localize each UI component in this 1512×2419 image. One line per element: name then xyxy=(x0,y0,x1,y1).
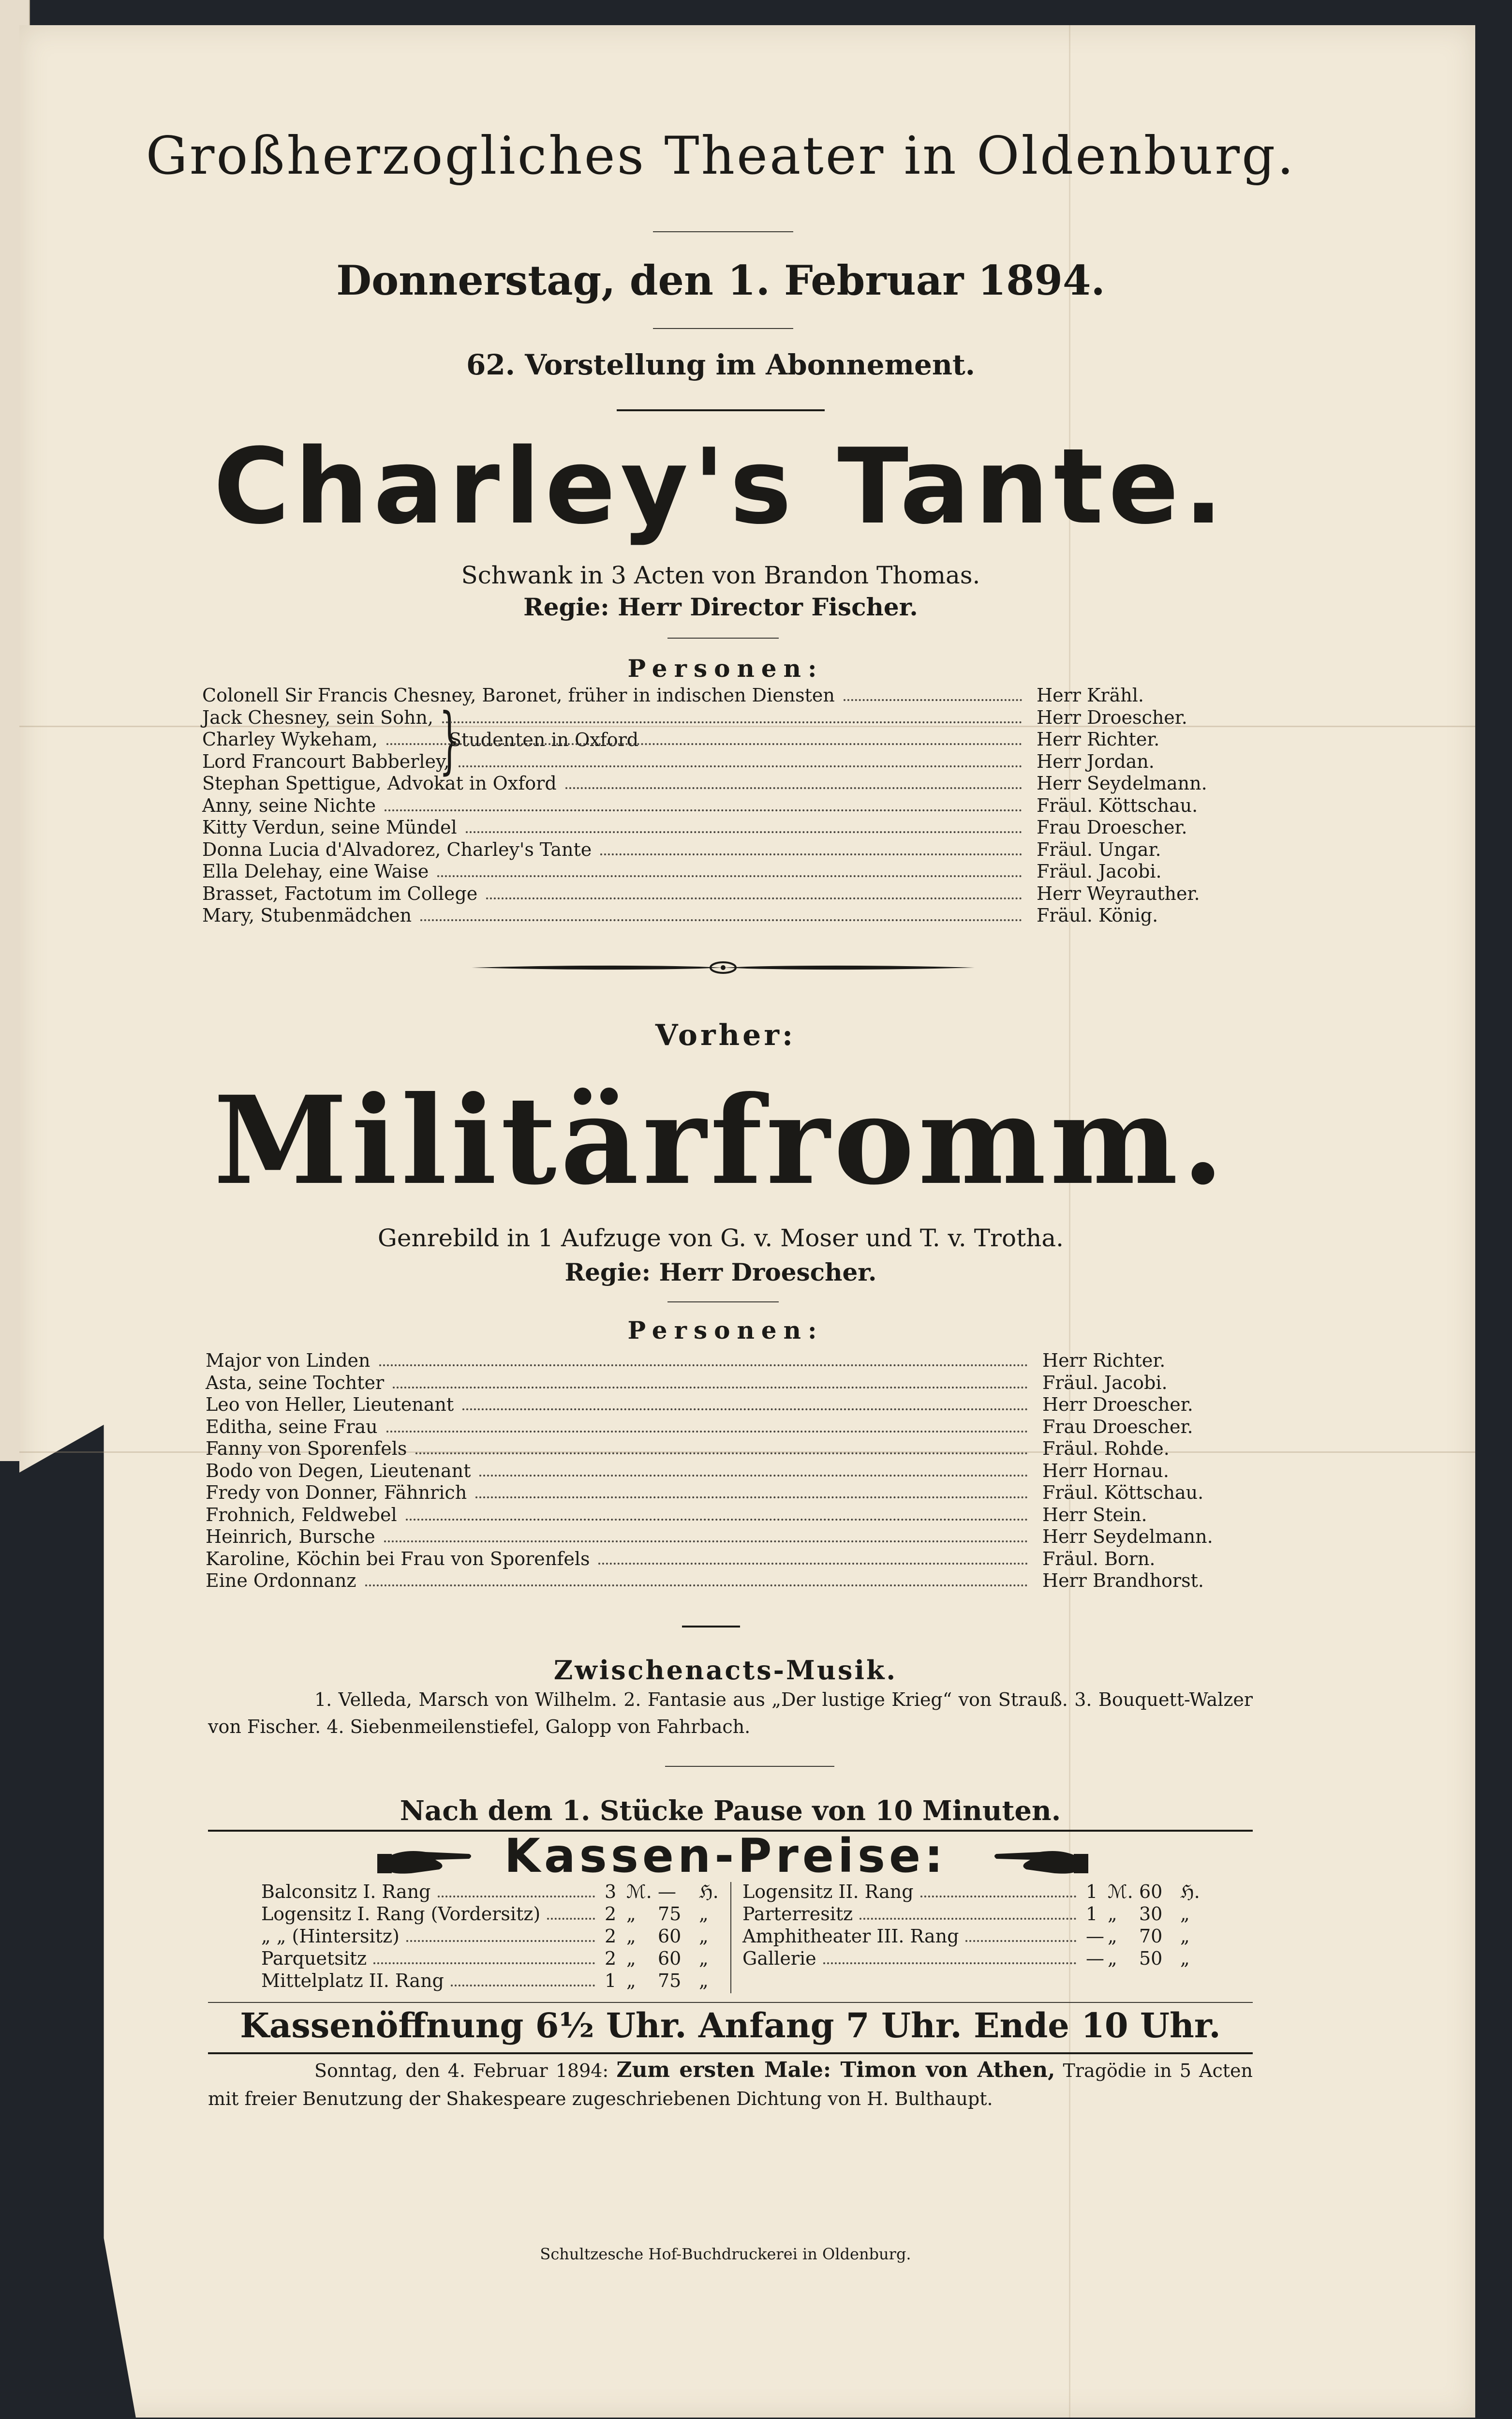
leader-dots xyxy=(442,721,1022,723)
price-pf: 60 xyxy=(1139,1881,1163,1902)
divider xyxy=(665,1766,834,1767)
cast-actor: Herr Droescher. xyxy=(1037,706,1187,728)
leader-dots xyxy=(598,1563,1028,1565)
cast-actor: Frau Droescher. xyxy=(1042,1416,1193,1437)
leader-dots xyxy=(393,1387,1028,1389)
price-pf: 70 xyxy=(1139,1926,1163,1947)
price-label: Logensitz II. Rang xyxy=(742,1881,914,1902)
price-m: 2 xyxy=(605,1926,617,1947)
cast-actor: Herr Seydelmann. xyxy=(1042,1526,1213,1547)
cast-role: Karoline, Köchin bei Frau von Sporenfels xyxy=(206,1548,590,1569)
price-label: Parterresitz xyxy=(742,1903,853,1925)
cast-actor: Herr Droescher. xyxy=(1042,1394,1193,1415)
cast-actor: Herr Stein. xyxy=(1042,1504,1147,1525)
cast-role: Asta, seine Tochter xyxy=(206,1372,385,1393)
price-pf: — xyxy=(658,1881,676,1902)
leader-dots xyxy=(406,1519,1028,1521)
divider xyxy=(667,638,779,639)
leader-dots xyxy=(565,787,1022,789)
cast-role: Fanny von Sporenfels xyxy=(206,1438,407,1459)
price-m: 1 xyxy=(605,1970,617,1991)
price-label: Logensitz I. Rang (Vordersitz) xyxy=(261,1903,541,1925)
divider xyxy=(653,328,793,329)
leader-dots xyxy=(860,1918,1076,1920)
price-pf: 60 xyxy=(658,1948,682,1969)
price-pfunit: ℌ. xyxy=(1180,1881,1200,1902)
price-pfunit: „ xyxy=(699,1970,709,1991)
play-title-militaerfromm: Militärfromm. xyxy=(213,1069,1228,1211)
price-pf: 30 xyxy=(1139,1903,1163,1925)
price-unit: „ xyxy=(1108,1903,1117,1925)
price-unit: „ xyxy=(626,1970,636,1991)
performance-date: Donnerstag, den 1. Februar 1894. xyxy=(336,256,1105,304)
director-credit: Regie: Herr Director Fischer. xyxy=(523,593,918,621)
price-pfunit: „ xyxy=(1180,1926,1190,1947)
price-unit: „ xyxy=(626,1903,636,1925)
price-unit: „ xyxy=(626,1948,636,1969)
opening-times: Kassenöffnung 6½ Uhr. Anfang 7 Uhr. Ende 10 Uhr. xyxy=(240,2005,1221,2046)
pointing-hand-left-icon xyxy=(992,1843,1088,1882)
price-pfunit: „ xyxy=(699,1948,709,1969)
leader-dots xyxy=(386,743,1022,745)
pause-notice: Nach dem 1. Stücke Pause von 10 Minuten. xyxy=(400,1795,1061,1827)
theater-name: Großherzogliches Theater in Oldenburg. xyxy=(146,126,1296,186)
leader-dots xyxy=(844,699,1022,701)
leader-dots xyxy=(373,1962,595,1964)
intermission-music-heading: Zwischenacts-Musik. xyxy=(553,1655,898,1686)
cast-role: Major von Linden xyxy=(206,1350,371,1371)
next-performance-notice xyxy=(208,2056,1253,2113)
price-m: 1 xyxy=(1086,1903,1098,1925)
cast-actor: Fräul. Jacobi. xyxy=(1042,1372,1168,1393)
leader-dots xyxy=(600,853,1022,855)
next-performance-title: Zum ersten Male: Timon von Athen, xyxy=(616,2058,1055,2082)
cast-role: Bodo von Degen, Lieutenant xyxy=(206,1460,471,1481)
leader-dots xyxy=(479,1475,1028,1477)
leader-dots xyxy=(965,1940,1076,1942)
price-m: — xyxy=(1086,1926,1104,1947)
ornament-divider-icon xyxy=(472,960,975,975)
cast-heading: Personen: xyxy=(627,654,824,683)
divider xyxy=(208,2002,1253,2003)
next-performance-details: Tragödie in 5 Acten mit freier Benutzung der Shakespeare zugeschriebenen Dichtung von H. Bulthaupt. xyxy=(208,2060,1253,2109)
cast-role: Stephan Spettigue, Advokat in Oxford xyxy=(202,773,557,794)
price-unit: „ xyxy=(626,1926,636,1947)
cast-actor: Fräul. Jacobi. xyxy=(1037,861,1162,882)
leader-dots xyxy=(451,1985,595,1986)
cast-role: Fredy von Donner, Fähnrich xyxy=(206,1482,467,1503)
cast-actor: Fräul. Ungar. xyxy=(1037,838,1161,860)
cast-role: Mary, Stubenmädchen xyxy=(202,905,412,926)
cast-role: Jack Chesney, sein Sohn, xyxy=(202,706,433,728)
leader-dots xyxy=(365,1584,1028,1586)
printer-credit: Schultzesche Hof-Buchdruckerei in Oldenburg. xyxy=(540,2245,911,2263)
subscription-number: 62. Vorstellung im Abonnement. xyxy=(466,348,975,381)
cast-actor: Herr Weyrauther. xyxy=(1037,882,1200,904)
leader-dots xyxy=(379,1364,1028,1366)
price-pfunit: „ xyxy=(1180,1903,1190,1925)
cast-role: Lord Francourt Babberley, xyxy=(202,750,450,772)
cast-actor: Fräul. Rohde. xyxy=(1042,1438,1170,1459)
divider xyxy=(653,231,793,232)
price-m: 2 xyxy=(605,1948,617,1969)
cast-actor: Herr Jordan. xyxy=(1037,750,1155,772)
leader-dots xyxy=(823,1962,1076,1964)
cast-actor: Herr Brandhorst. xyxy=(1042,1570,1204,1591)
leader-dots xyxy=(462,1408,1028,1410)
price-list-heading: Kassen-Preise: xyxy=(504,1829,947,1883)
cast-role: Ella Delehay, eine Waise xyxy=(202,861,429,882)
price-label: Parquetsitz xyxy=(261,1948,367,1969)
divider xyxy=(667,1301,779,1302)
divider xyxy=(208,2052,1253,2054)
cast-role: Charley Wykeham, xyxy=(202,729,378,750)
leader-dots xyxy=(920,1896,1076,1897)
price-pfunit: ℌ. xyxy=(699,1881,719,1902)
divider xyxy=(617,409,825,411)
play-subtitle: Schwank in 3 Acten von Brandon Thomas. xyxy=(461,561,980,589)
leader-dots xyxy=(475,1496,1028,1498)
cast-role: Editha, seine Frau xyxy=(206,1416,378,1437)
price-unit: „ xyxy=(1108,1926,1117,1947)
leader-dots xyxy=(438,1896,595,1897)
cast-role: Heinrich, Bursche xyxy=(206,1526,375,1547)
price-unit: „ xyxy=(1108,1948,1117,1969)
leader-dots xyxy=(415,1452,1028,1454)
price-unit: ℳ. xyxy=(1108,1881,1133,1902)
cast-actor: Herr Krähl. xyxy=(1037,685,1144,706)
intermission-music-text: 1. Velleda, Marsch von Wilhelm. 2. Fantasie aus „Der lustige Krieg“ von Strauß. 3. Bouquett-Walzer von Fischer. 4. Siebenmeilenstiefel, Galopp von Fahrbach. xyxy=(208,1689,1253,1737)
cast-actor: Frau Droescher. xyxy=(1037,817,1187,838)
leader-dots xyxy=(486,897,1022,899)
leader-dots xyxy=(466,831,1022,833)
leader-dots xyxy=(386,1431,1028,1433)
cast-actor: Herr Seydelmann. xyxy=(1037,773,1207,794)
price-pf: 75 xyxy=(658,1903,682,1925)
brace-icon: } xyxy=(439,698,460,782)
cast-role: Donna Lucia d'Alvadorez, Charley's Tante xyxy=(202,838,592,860)
cast-actor: Herr Richter. xyxy=(1037,729,1160,750)
cast-heading: Personen: xyxy=(627,1316,824,1344)
leader-dots xyxy=(385,809,1022,811)
cast-role: Brasset, Factotum im College xyxy=(202,882,478,904)
price-pfunit: „ xyxy=(699,1926,709,1947)
price-label: Mittelplatz II. Rang xyxy=(261,1970,444,1991)
price-m: 3 xyxy=(605,1881,617,1902)
price-m: — xyxy=(1086,1948,1104,1969)
price-m: 1 xyxy=(1086,1881,1098,1902)
next-performance-date: Sonntag, den 4. Februar 1894: xyxy=(314,2060,609,2081)
cast-role: Kitty Verdun, seine Mündel xyxy=(202,817,457,838)
cast-actor: Herr Richter. xyxy=(1042,1350,1166,1371)
students-note: Studenten in Oxford xyxy=(449,729,639,750)
leader-dots xyxy=(420,919,1022,921)
vorher-label: Vorher: xyxy=(655,1018,796,1052)
price-pf: 75 xyxy=(658,1970,682,1991)
cast-role: Leo von Heller, Lieutenant xyxy=(206,1394,454,1415)
price-pfunit: „ xyxy=(699,1903,709,1925)
play-subtitle: Genrebild in 1 Aufzuge von G. v. Moser und T. v. Trotha. xyxy=(377,1224,1064,1252)
price-pf: 50 xyxy=(1139,1948,1163,1969)
price-unit: ℳ. xyxy=(626,1881,652,1902)
price-column-divider xyxy=(730,1882,731,1993)
leader-dots xyxy=(547,1918,595,1920)
price-m: 2 xyxy=(605,1903,617,1925)
cast-actor: Fräul. König. xyxy=(1037,905,1158,926)
cast-role: Frohnich, Feldwebel xyxy=(206,1504,397,1525)
cast-role: Eine Ordonnanz xyxy=(206,1570,356,1591)
cast-role: Anny, seine Nichte xyxy=(202,794,376,816)
price-pf: 60 xyxy=(658,1926,682,1947)
price-pfunit: „ xyxy=(1180,1948,1190,1969)
cast-actor: Fräul. Köttschau. xyxy=(1037,794,1198,816)
price-label: Amphitheater III. Rang xyxy=(742,1926,959,1947)
price-label: Balconsitz I. Rang xyxy=(261,1881,431,1902)
cast-actor: Herr Hornau. xyxy=(1042,1460,1169,1481)
play-title-charleys-tante: Charley's Tante. xyxy=(213,426,1228,547)
price-label: Gallerie xyxy=(742,1948,816,1969)
leader-dots xyxy=(406,1940,595,1942)
cast-actor: Fräul. Köttschau. xyxy=(1042,1482,1204,1503)
cast-actor: Fräul. Born. xyxy=(1042,1548,1156,1569)
director-credit: Regie: Herr Droescher. xyxy=(564,1258,877,1286)
leader-dots xyxy=(384,1540,1028,1542)
leader-dots xyxy=(459,765,1022,767)
price-label: „ „ (Hintersitz) xyxy=(261,1926,400,1947)
cast-role: Colonell Sir Francis Chesney, Baronet, früher in indischen Diensten xyxy=(202,685,835,706)
divider xyxy=(682,1626,740,1628)
leader-dots xyxy=(437,875,1022,877)
